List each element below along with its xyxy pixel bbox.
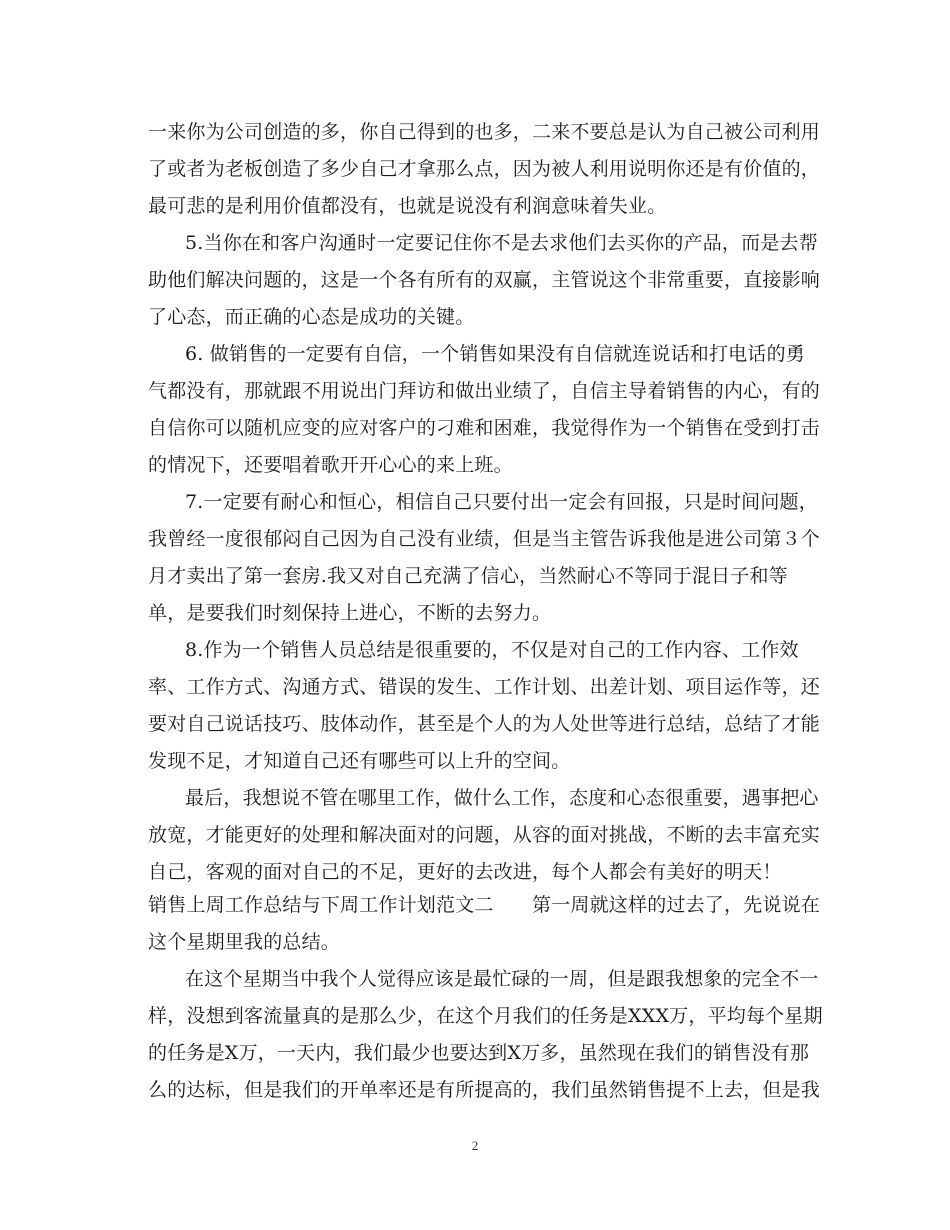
text-line: 单，是要我们时刻保持上进心，不断的去努力。 <box>148 602 552 624</box>
text-line: 我曾经一度很郁闷自己因为自己没有业绩，但是当主管告诉我他是进公司第３个 <box>148 528 821 550</box>
text-line: 7.一定要有耐心和恒心，相信自己只要付出一定会有回报，只是时间问题， <box>185 491 818 513</box>
text-line: 率、工作方式、沟通方式、错误的发生、工作计划、出差计划、项目运作等，还 <box>148 676 821 698</box>
section-heading-line: 销售上周工作总结与下周工作计划范文二 第一周就这样的过去了，先说说在 <box>148 894 821 916</box>
text-line: 8.作为一个销售人员总结是很重要的，不仅是对自己的工作内容、工作效 <box>185 639 799 661</box>
text-line: 这个星期里我的总结。 <box>148 931 341 953</box>
text-line: 在这个星期当中我个人觉得应该是最忙碌的一周，但是跟我想象的完全不一 <box>185 968 819 990</box>
text-line: 了心态，而正确的心态是成功的关键。 <box>148 306 475 328</box>
text-line: 自信你可以随机应变的应对客户的刁难和困难，我觉得作为一个销售在受到打击 <box>148 417 821 439</box>
text-line: 6. 做销售的一定要有自信，一个销售如果没有自信就连说话和打电话的勇 <box>185 343 805 365</box>
text-line: 了或者为老板创造了多少自己才拿那么点，因为被人利用说明你还是有价值的， <box>148 158 821 180</box>
text-line: 最可悲的是利用价值都没有，也就是说没有利润意味着失业。 <box>148 195 667 217</box>
text-line: 要对自己说话技巧、肢体动作，甚至是个人的为人处世等进行总结，总结了才能 <box>148 713 821 735</box>
text-line: 助他们解决问题的，这是一个各有所有的双赢，主管说这个非常重要，直接影响 <box>148 269 821 291</box>
text-line: 的任务是X万，一天内，我们最少也要达到X万多，虽然现在我们的销售没有那 <box>148 1042 810 1064</box>
text-line: 样，没想到客流量真的是那么少，在这个月我们的任务是XXX万，平均每个星期 <box>148 1005 823 1027</box>
text-line: 5.当你在和客户沟通时一定要记住你不是去求他们去买你的产品，而是去帮 <box>185 232 818 254</box>
text-line: 的情况下，还要唱着歌开开心心的来上班。 <box>148 454 513 476</box>
text-line: 自己，客观的面对自己的不足，更好的去改进，每个人都会有美好的明天！ <box>148 861 782 883</box>
page-number: 2 <box>471 1138 479 1153</box>
text-line: 气都没有，那就跟不用说出门拜访和做出业绩了，自信主导着销售的内心，有的 <box>148 380 821 402</box>
text-line: 发现不足，才知道自己还有哪些可以上升的空间。 <box>148 750 571 772</box>
text-line: 放宽，才能更好的处理和解决面对的问题，从容的面对挑战，不断的去丰富充实 <box>148 824 821 846</box>
text-line: 么的达标，但是我们的开单率还是有所提高的，我们虽然销售提不上去，但是我 <box>148 1079 821 1101</box>
text-line: 一来你为公司创造的多，你自己得到的也多，二来不要总是认为自己被公司利用 <box>148 121 821 143</box>
text-line: 最后，我想说不管在哪里工作，做什么工作，态度和心态很重要，遇事把心 <box>185 787 819 809</box>
text-line: 月才卖出了第一套房.我又对自己充满了信心，当然耐心不等同于混日子和等 <box>148 565 788 587</box>
